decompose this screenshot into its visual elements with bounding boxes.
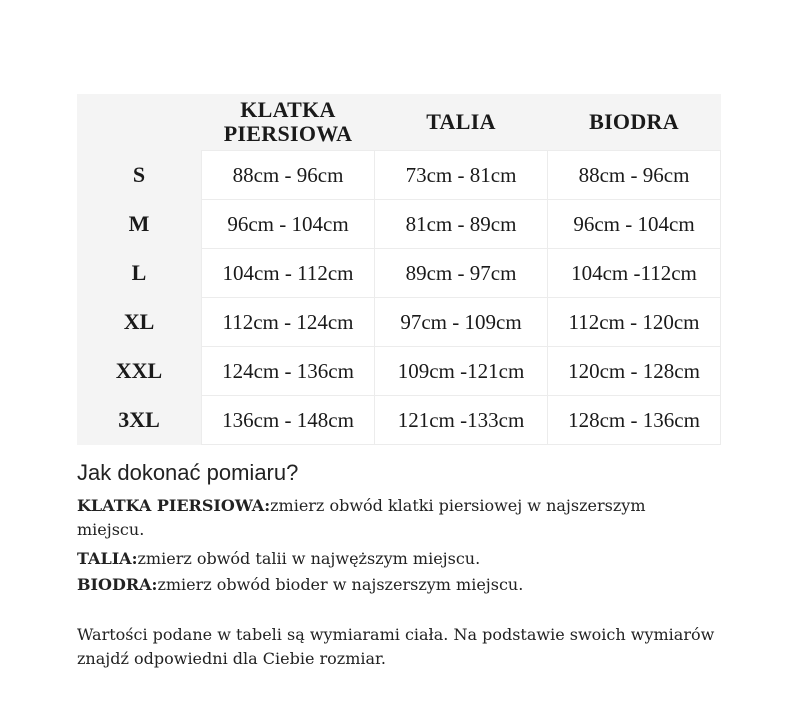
hips-value: 120cm - 128cm (548, 347, 721, 396)
header-corner (77, 94, 202, 151)
chest-value: 96cm - 104cm (202, 200, 375, 249)
header-hips: BIODRA (548, 94, 721, 151)
waist-value: 89cm - 97cm (375, 249, 548, 298)
size-label: L (77, 249, 202, 298)
size-chart-table (77, 94, 721, 445)
size-label: XXL (77, 347, 202, 396)
table-row (77, 200, 721, 249)
header-waist: TALIA (375, 94, 548, 151)
size-label: M (77, 200, 202, 249)
size-label: S (77, 151, 202, 200)
table-row (77, 151, 721, 200)
measurement-heading: Jak dokonać pomiaru? (77, 460, 299, 485)
chest-value: 104cm - 112cm (202, 249, 375, 298)
instruction-label: KLATKA PIERSIOWA: (77, 496, 271, 515)
hips-value: 112cm - 120cm (548, 298, 721, 347)
instruction-text: zmierz obwód klatki piersiowej w najszerszym miejscu. (77, 496, 646, 539)
instruction-text: zmierz obwód bioder w najszerszym miejscu. (157, 575, 524, 594)
body-measurement-note: Wartości podane w tabeli są wymiarami ciała. Na podstawie swoich wymiarów znajdź odpowiedni dla Ciebie rozmiar. (77, 625, 715, 668)
size-label: 3XL (77, 396, 202, 445)
hips-value: 88cm - 96cm (548, 151, 721, 200)
table-row (77, 249, 721, 298)
waist-value: 81cm - 89cm (375, 200, 548, 249)
chest-value: 136cm - 148cm (202, 396, 375, 445)
table-header-row (77, 94, 721, 151)
waist-value: 109cm -121cm (375, 347, 548, 396)
hips-value: 104cm -112cm (548, 249, 721, 298)
chest-value: 124cm - 136cm (202, 347, 375, 396)
hips-value: 128cm - 136cm (548, 396, 721, 445)
instruction-label: TALIA: (77, 549, 138, 568)
waist-value: 121cm -133cm (375, 396, 548, 445)
instruction-chest (77, 494, 717, 542)
size-label: XL (77, 298, 202, 347)
hips-value: 96cm - 104cm (548, 200, 721, 249)
instruction-hips (77, 573, 717, 597)
chest-value: 88cm - 96cm (202, 151, 375, 200)
instruction-waist (77, 547, 717, 571)
waist-value: 73cm - 81cm (375, 151, 548, 200)
table-row (77, 298, 721, 347)
header-chest: KLATKA PIERSIOWA (202, 94, 375, 151)
waist-value: 97cm - 109cm (375, 298, 548, 347)
table-row (77, 347, 721, 396)
instruction-label: BIODRA: (77, 575, 158, 594)
chest-value: 112cm - 124cm (202, 298, 375, 347)
instruction-text: zmierz obwód talii w najwęższym miejscu. (137, 549, 481, 568)
table-row (77, 396, 721, 445)
